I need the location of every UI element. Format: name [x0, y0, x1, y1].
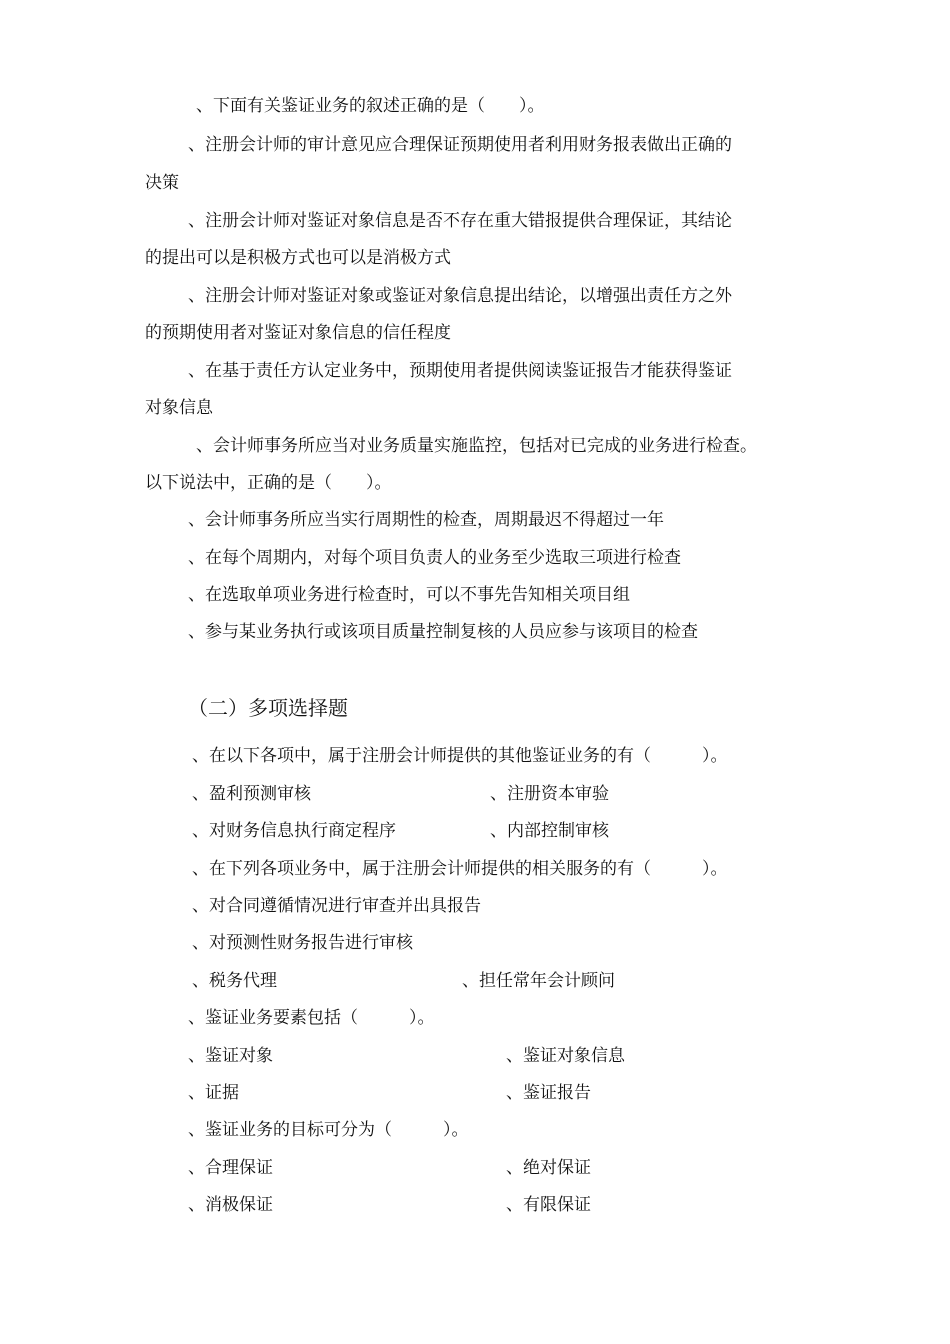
sc-q1-option-a-line2: 决策: [145, 173, 179, 193]
mc-q4-stem: 、鉴证业务的目标可分为（ ）。: [188, 1120, 469, 1140]
section-heading: （二）多项选择题: [188, 696, 348, 720]
sc-q1-option-c-line1: 、注册会计师对鉴证对象或鉴证对象信息提出结论，以增强出责任方之外: [188, 286, 732, 306]
mc-q2-stem: 、在下列各项业务中，属于注册会计师提供的相关服务的有（ ）。: [192, 859, 728, 879]
sc-q2-option-d: 、参与某业务执行或该项目质量控制复核的人员应参与该项目的检查: [188, 622, 698, 642]
mc-q1-option-c: 、对财务信息执行商定程序: [192, 821, 396, 841]
sc-q1-stem: 、下面有关鉴证业务的叙述正确的是（ ）。: [196, 96, 545, 116]
sc-q1-option-b-line1: 、注册会计师对鉴证对象信息是否不存在重大错报提供合理保证，其结论: [188, 211, 732, 231]
sc-q1-option-d-line2: 对象信息: [145, 398, 213, 418]
mc-q2-option-a: 、对合同遵循情况进行审查并出具报告: [192, 896, 481, 916]
mc-q4-option-a: 、合理保证: [188, 1158, 273, 1178]
mc-q3-option-b: 、鉴证对象信息: [506, 1046, 625, 1066]
sc-q2-option-c: 、在选取单项业务进行检查时，可以不事先告知相关项目组: [188, 585, 630, 605]
sc-q2-option-b: 、在每个周期内，对每个项目负责人的业务至少选取三项进行检查: [188, 548, 681, 568]
mc-q3-stem: 、鉴证业务要素包括（ ）。: [188, 1008, 435, 1028]
mc-q4-option-c: 、消极保证: [188, 1195, 273, 1215]
mc-q1-option-a: 、盈利预测审核: [192, 784, 311, 804]
mc-q1-option-b: 、注册资本审验: [490, 784, 609, 804]
sc-q2-stem-line2: 以下说法中，正确的是（ ）。: [145, 473, 392, 493]
sc-q2-stem-line1: 、会计师事务所应当对业务质量实施监控，包括对已完成的业务进行检查。: [196, 436, 757, 456]
mc-q1-option-d: 、内部控制审核: [490, 821, 609, 841]
mc-q2-option-d: 、担任常年会计顾问: [462, 971, 615, 991]
sc-q1-option-a-line1: 、注册会计师的审计意见应合理保证预期使用者利用财务报表做出正确的: [188, 135, 732, 155]
mc-q3-option-d: 、鉴证报告: [506, 1083, 591, 1103]
mc-q4-option-d: 、有限保证: [506, 1195, 591, 1215]
mc-q2-option-b: 、对预测性财务报告进行审核: [192, 933, 413, 953]
mc-q3-option-c: 、证据: [188, 1083, 239, 1103]
sc-q1-option-b-line2: 的提出可以是积极方式也可以是消极方式: [145, 248, 451, 268]
sc-q2-option-a: 、会计师事务所应当实行周期性的检查，周期最迟不得超过一年: [188, 510, 664, 530]
sc-q1-option-c-line2: 的预期使用者对鉴证对象信息的信任程度: [145, 323, 451, 343]
mc-q3-option-a: 、鉴证对象: [188, 1046, 273, 1066]
sc-q1-option-d-line1: 、在基于责任方认定业务中，预期使用者提供阅读鉴证报告才能获得鉴证: [188, 361, 732, 381]
mc-q1-stem: 、在以下各项中，属于注册会计师提供的其他鉴证业务的有（ ）。: [192, 746, 728, 766]
mc-q4-option-b: 、绝对保证: [506, 1158, 591, 1178]
mc-q2-option-c: 、税务代理: [192, 971, 277, 991]
